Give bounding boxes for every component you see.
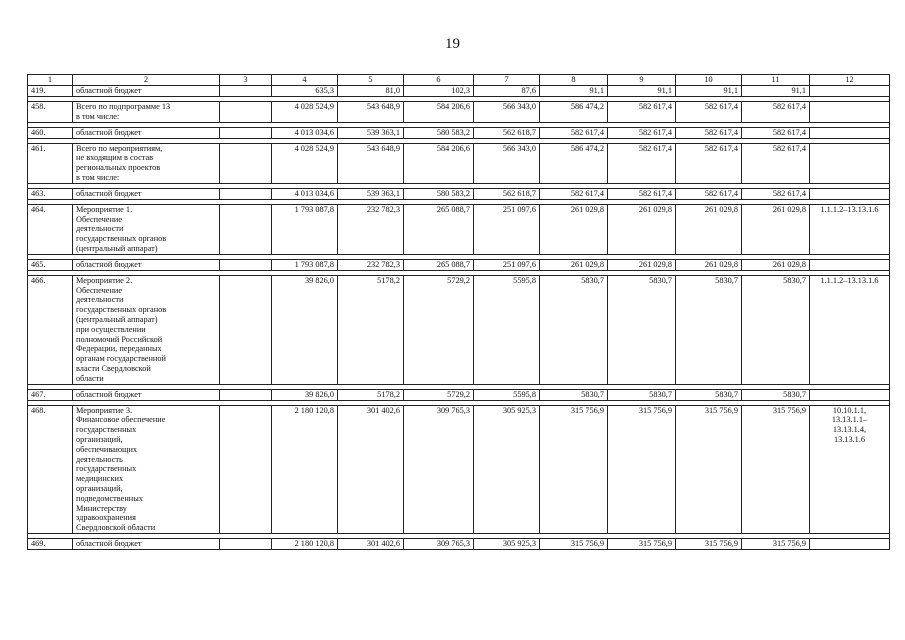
target-code — [810, 204, 890, 254]
row-name-line: Всего по мероприятиям, — [76, 143, 163, 153]
target-code — [810, 86, 890, 97]
column-header: 7 — [474, 75, 540, 86]
value-cell: 261 029,8 — [608, 204, 676, 254]
value-cell: 315 756,9 — [676, 405, 742, 533]
row-number: 466. — [28, 275, 73, 384]
value-cell: 265 088,7 — [404, 259, 474, 270]
value-cell: 39 826,0 — [272, 389, 338, 400]
row-name-line: не входящим в состав — [76, 153, 154, 163]
value-cell: 566 343,0 — [474, 143, 540, 183]
row-name — [73, 389, 220, 400]
target-code-line: 10.10.1.1, — [832, 405, 867, 415]
value-cell: 261 029,8 — [742, 259, 810, 270]
column-header: 6 — [404, 75, 474, 86]
row-name-line: органам государственной — [76, 354, 166, 364]
row-name-line: при осуществлении — [76, 324, 146, 334]
row-name-line: областной бюджет — [76, 188, 142, 198]
value-cell: 582 617,4 — [676, 102, 742, 123]
value-cell: 261 029,8 — [676, 259, 742, 270]
column-3-cell — [220, 86, 272, 97]
value-cell: 539 363,1 — [338, 188, 404, 199]
row-name-line: Обеспечение — [76, 285, 123, 295]
value-cell: 315 756,9 — [540, 405, 608, 533]
table-row — [28, 143, 890, 183]
row-name — [73, 127, 220, 138]
row-number: 460. — [28, 127, 73, 138]
column-header: 5 — [338, 75, 404, 86]
row-name-line: Мероприятие 2. — [76, 275, 133, 285]
row-name-line: полномочий Российской — [76, 334, 163, 344]
row-name-line: региональных проектов — [76, 163, 161, 173]
row-name — [73, 143, 220, 183]
column-header: 3 — [220, 75, 272, 86]
row-name-line: в том числе: — [76, 172, 120, 182]
value-cell: 91,1 — [676, 86, 742, 97]
row-number: 463. — [28, 188, 73, 199]
row-name-line: государственных органов — [76, 234, 167, 244]
value-cell: 543 648,9 — [338, 102, 404, 123]
value-cell: 5595,8 — [474, 389, 540, 400]
value-cell: 87,6 — [474, 86, 540, 97]
target-code-line: 13.13.1.1– — [831, 415, 868, 425]
row-name — [73, 275, 220, 384]
value-cell: 261 029,8 — [540, 204, 608, 254]
value-cell: 562 618,7 — [474, 188, 540, 199]
row-name-line: Федерации, переданных — [76, 344, 162, 354]
column-header: 2 — [73, 75, 220, 86]
value-cell: 315 756,9 — [608, 538, 676, 549]
row-name-line: власти Свердловской — [76, 363, 151, 373]
value-cell: 315 756,9 — [608, 405, 676, 533]
row-name — [73, 86, 220, 97]
column-3-cell — [220, 143, 272, 183]
row-name — [73, 204, 220, 254]
column-header: 1 — [28, 75, 73, 86]
value-cell: 261 029,8 — [540, 259, 608, 270]
value-cell: 5830,7 — [676, 389, 742, 400]
target-code — [810, 143, 890, 183]
value-cell: 232 782,3 — [338, 259, 404, 270]
target-code — [810, 389, 890, 400]
row-name-line: здравоохранения — [76, 513, 136, 523]
target-code — [810, 127, 890, 138]
column-3-cell — [220, 204, 272, 254]
value-cell: 305 925,3 — [474, 538, 540, 549]
table-row — [28, 188, 890, 199]
value-cell: 251 097,6 — [474, 204, 540, 254]
column-header: 12 — [810, 75, 890, 86]
value-cell: 251 097,6 — [474, 259, 540, 270]
value-cell: 315 756,9 — [742, 405, 810, 533]
value-cell: 4 013 034,6 — [272, 127, 338, 138]
target-code — [810, 102, 890, 123]
table-row — [28, 275, 890, 384]
value-cell: 5830,7 — [540, 275, 608, 384]
column-3-cell — [220, 188, 272, 199]
row-name-line: области — [76, 373, 104, 383]
value-cell: 1 793 087,8 — [272, 259, 338, 270]
value-cell: 315 756,9 — [742, 538, 810, 549]
value-cell: 5830,7 — [742, 389, 810, 400]
row-name-line: Обеспечение — [76, 214, 123, 224]
value-cell: 5178,2 — [338, 389, 404, 400]
row-number: 419. — [28, 86, 73, 97]
target-code-line: 13.13.1.4, — [832, 425, 867, 435]
value-cell: 582 617,4 — [608, 127, 676, 138]
value-cell: 543 648,9 — [338, 143, 404, 183]
row-name-line: Министерству — [76, 503, 127, 513]
value-cell: 315 756,9 — [676, 538, 742, 549]
value-cell: 582 617,4 — [742, 127, 810, 138]
row-name-line: деятельность — [76, 454, 123, 464]
value-cell: 5830,7 — [742, 275, 810, 384]
row-name-line: деятельности — [76, 224, 124, 234]
row-name-line: Финансовое обеспечение — [76, 415, 166, 425]
row-name-line: организаций, — [76, 483, 123, 493]
value-cell: 580 583,2 — [404, 127, 474, 138]
row-number: 465. — [28, 259, 73, 270]
value-cell: 261 029,8 — [608, 259, 676, 270]
value-cell: 582 617,4 — [540, 188, 608, 199]
value-cell: 580 583,2 — [404, 188, 474, 199]
target-code — [810, 405, 890, 533]
value-cell: 232 782,3 — [338, 204, 404, 254]
row-name — [73, 188, 220, 199]
value-cell: 582 617,4 — [608, 143, 676, 183]
value-cell: 5595,8 — [474, 275, 540, 384]
row-name — [73, 538, 220, 549]
value-cell: 39 826,0 — [272, 275, 338, 384]
table-row — [28, 102, 890, 123]
row-name-line: областной бюджет — [76, 127, 142, 137]
value-cell: 315 756,9 — [540, 538, 608, 549]
value-cell: 265 088,7 — [404, 204, 474, 254]
value-cell: 582 617,4 — [676, 188, 742, 199]
value-cell: 301 402,6 — [338, 405, 404, 533]
value-cell: 582 617,4 — [608, 102, 676, 123]
row-name-line: областной бюджет — [76, 86, 142, 95]
value-cell: 309 765,3 — [404, 405, 474, 533]
value-cell: 566 343,0 — [474, 102, 540, 123]
value-cell: 4 028 524,9 — [272, 143, 338, 183]
table-row — [28, 259, 890, 270]
row-number: 467. — [28, 389, 73, 400]
row-name-line: Свердловской области — [76, 523, 156, 533]
value-cell: 582 617,4 — [742, 143, 810, 183]
header-row — [28, 75, 890, 86]
column-3-cell — [220, 389, 272, 400]
target-code — [810, 275, 890, 384]
budget-table — [27, 74, 890, 550]
row-name-line: обеспечивающих — [76, 444, 138, 454]
column-3-cell — [220, 102, 272, 123]
value-cell: 562 618,7 — [474, 127, 540, 138]
row-name-line: областной бюджет — [76, 259, 142, 269]
row-name-line: государственных органов — [76, 305, 167, 315]
column-header: 8 — [540, 75, 608, 86]
row-name-line: Мероприятие 1. — [76, 204, 133, 214]
table-row — [28, 538, 890, 549]
value-cell: 582 617,4 — [676, 127, 742, 138]
value-cell: 584 206,6 — [404, 102, 474, 123]
target-code-line: 1.1.1.2–13.13.1.6 — [820, 275, 879, 285]
row-name-line: (центральный аппарат) — [76, 314, 158, 324]
page-number: 19 — [445, 36, 460, 52]
table-row — [28, 389, 890, 400]
value-cell: 5830,7 — [676, 275, 742, 384]
value-cell: 91,1 — [742, 86, 810, 97]
value-cell: 635,3 — [272, 86, 338, 97]
value-cell: 309 765,3 — [404, 538, 474, 549]
row-name — [73, 259, 220, 270]
target-code-line: 13.13.1.6 — [833, 434, 866, 444]
row-name-line: Всего по подпрограмме 13 — [76, 102, 171, 111]
value-cell: 305 925,3 — [474, 405, 540, 533]
row-name-line: Мероприятие 3. — [76, 405, 133, 415]
value-cell: 4 028 524,9 — [272, 102, 338, 123]
table-row — [28, 86, 890, 97]
row-name-line: деятельности — [76, 295, 124, 305]
value-cell: 91,1 — [540, 86, 608, 97]
row-name-line: государственных — [76, 464, 137, 474]
row-name-line: областной бюджет — [76, 538, 142, 548]
value-cell: 582 617,4 — [540, 127, 608, 138]
row-name-line: в том числе: — [76, 111, 120, 121]
row-number: 464. — [28, 204, 73, 254]
column-3-cell — [220, 275, 272, 384]
table-row — [28, 127, 890, 138]
value-cell: 102,3 — [404, 86, 474, 97]
value-cell: 2 180 120,8 — [272, 405, 338, 533]
column-3-cell — [220, 538, 272, 549]
value-cell: 5830,7 — [540, 389, 608, 400]
target-code — [810, 538, 890, 549]
value-cell: 5178,2 — [338, 275, 404, 384]
value-cell: 261 029,8 — [742, 204, 810, 254]
value-cell: 5830,7 — [608, 389, 676, 400]
value-cell: 582 617,4 — [742, 188, 810, 199]
value-cell: 81,0 — [338, 86, 404, 97]
value-cell: 4 013 034,6 — [272, 188, 338, 199]
target-code-line: 1.1.1.2–13.13.1.6 — [820, 204, 879, 214]
value-cell: 5729,2 — [404, 275, 474, 384]
row-name-line: подведомственных — [76, 493, 143, 503]
value-cell: 5830,7 — [608, 275, 676, 384]
value-cell: 539 363,1 — [338, 127, 404, 138]
row-name-line: медицинских — [76, 474, 124, 484]
row-name-line: (центральный аппарат) — [76, 243, 158, 253]
row-name — [73, 102, 220, 123]
row-name-line: государственных — [76, 425, 137, 435]
table-row — [28, 204, 890, 254]
value-cell: 2 180 120,8 — [272, 538, 338, 549]
row-name-line: организаций, — [76, 434, 123, 444]
row-number: 458. — [28, 102, 73, 123]
value-cell: 261 029,8 — [676, 204, 742, 254]
target-code — [810, 259, 890, 270]
target-code — [810, 188, 890, 199]
row-name — [73, 405, 220, 533]
value-cell: 1 793 087,8 — [272, 204, 338, 254]
value-cell: 584 206,6 — [404, 143, 474, 183]
column-3-cell — [220, 127, 272, 138]
value-cell: 582 617,4 — [608, 188, 676, 199]
column-header: 11 — [742, 75, 810, 86]
column-header: 9 — [608, 75, 676, 86]
row-number: 468. — [28, 405, 73, 533]
row-number: 469. — [28, 538, 73, 549]
row-number: 461. — [28, 143, 73, 183]
value-cell: 5729,2 — [404, 389, 474, 400]
column-header: 4 — [272, 75, 338, 86]
value-cell: 586 474,2 — [540, 102, 608, 123]
value-cell: 586 474,2 — [540, 143, 608, 183]
column-3-cell — [220, 405, 272, 533]
table-row — [28, 405, 890, 533]
column-3-cell — [220, 259, 272, 270]
value-cell: 582 617,4 — [742, 102, 810, 123]
value-cell: 301 402,6 — [338, 538, 404, 549]
row-name-line: областной бюджет — [76, 389, 142, 399]
column-header: 10 — [676, 75, 742, 86]
value-cell: 91,1 — [608, 86, 676, 97]
value-cell: 582 617,4 — [676, 143, 742, 183]
